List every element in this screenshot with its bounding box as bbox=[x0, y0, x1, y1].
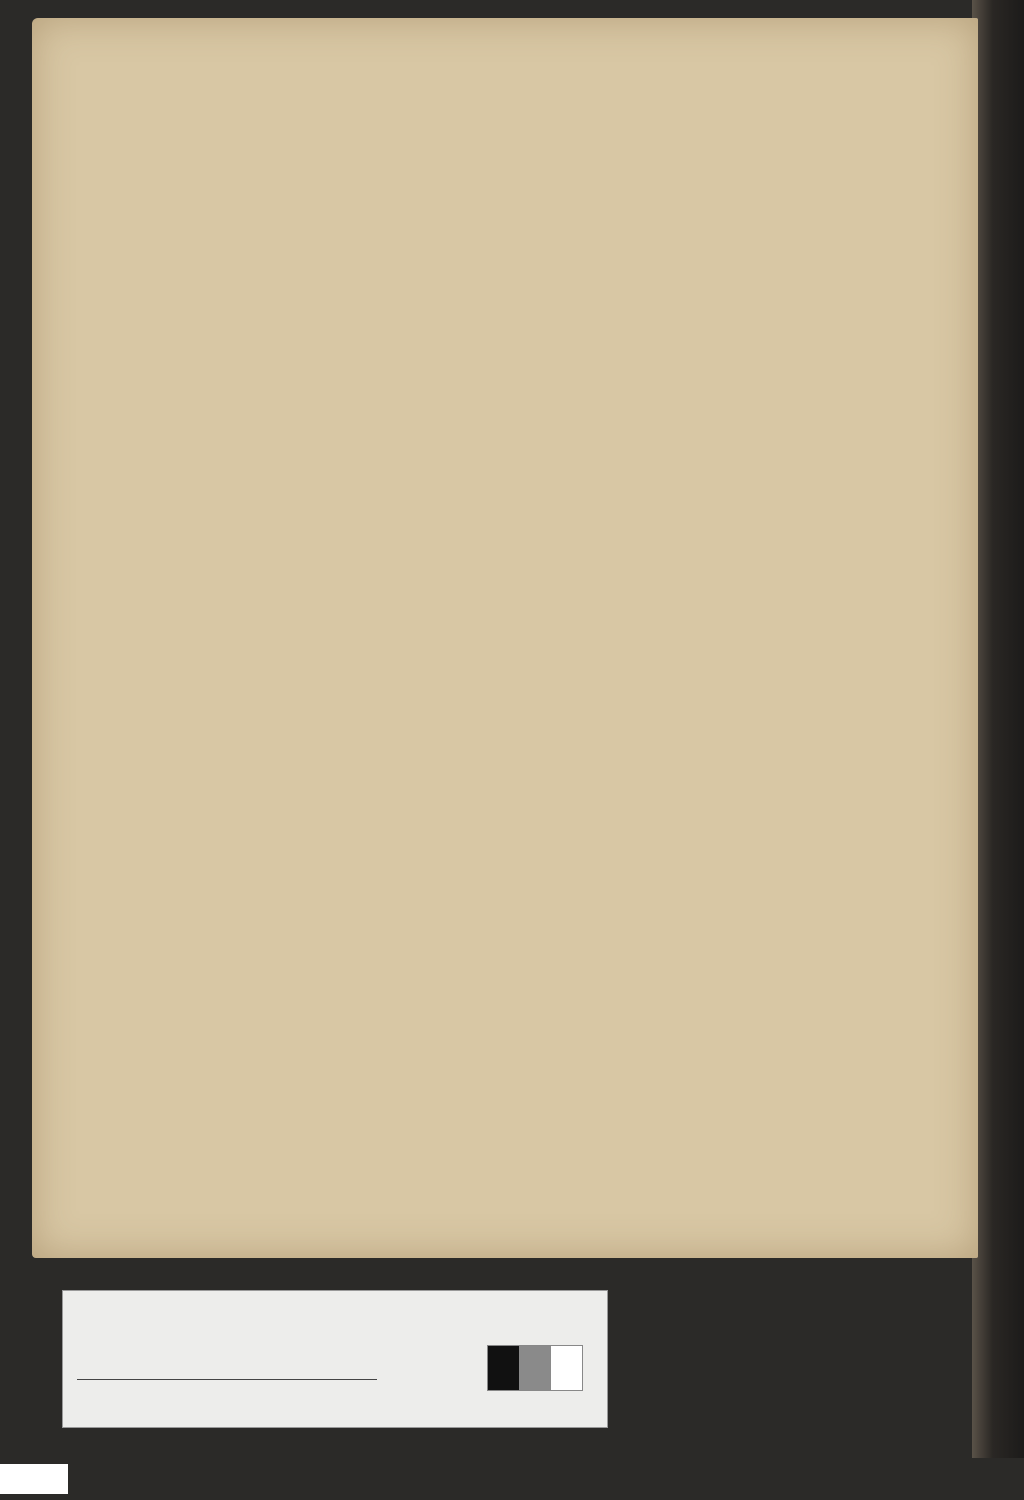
background-edge bbox=[972, 0, 1024, 1500]
dfg-logo bbox=[0, 1464, 68, 1494]
gray-swatches bbox=[487, 1345, 583, 1391]
ruler bbox=[77, 1353, 377, 1380]
footer-bar bbox=[0, 1458, 1024, 1500]
archive-label bbox=[62, 1290, 608, 1428]
book-page bbox=[32, 18, 978, 1258]
